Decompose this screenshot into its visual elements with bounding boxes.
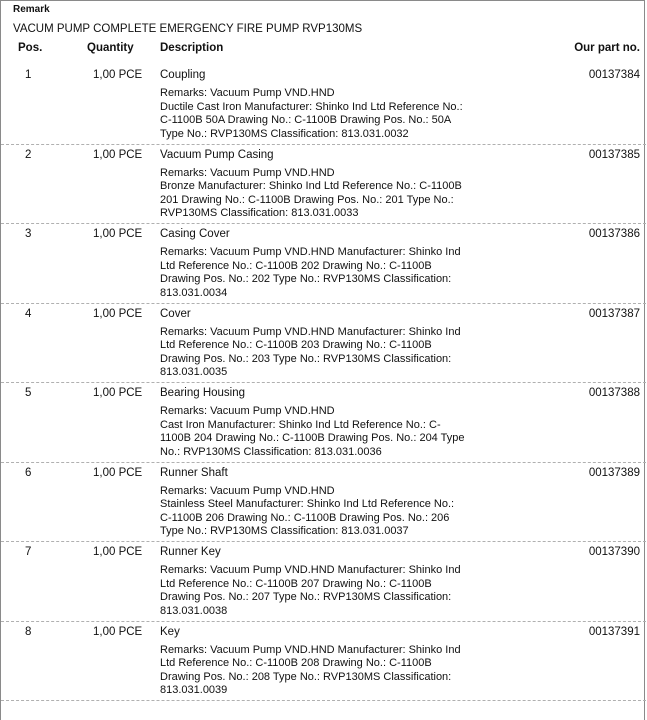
row-title: Bearing Housing xyxy=(160,387,246,399)
row-pos: 7 xyxy=(25,546,32,558)
row-pos: 8 xyxy=(25,625,32,638)
row-title: Key xyxy=(160,625,180,638)
col-quantity: Quantity xyxy=(87,42,134,54)
row-pos: 1 xyxy=(25,69,32,81)
table-row xyxy=(1,304,646,384)
row-detail: Remarks: Vacuum Pump VND.HND Ductile Cast Iron Manufacturer: Shinko Ind Ltd Reference No.: C-1100B 50A Drawing No.: C-1100B Drawing Pos. No.: 50A Type No.: RVP130MS Classification: 813.031.0032 xyxy=(160,87,463,140)
table-row xyxy=(1,542,646,622)
row-title: Cover xyxy=(160,307,191,320)
item-table xyxy=(1,65,646,701)
row-title: Runner Key xyxy=(160,546,221,558)
row-quantity: 1,00 PCE xyxy=(93,228,143,240)
row-part-no: 00137391 xyxy=(588,625,640,638)
row-detail: Remarks: Vacuum Pump VND.HND Cast Iron Manufacturer: Shinko Ind Ltd Reference No.: C- 1100B 204 Drawing No.: C-1100B Drawing Pos. No.: 204 Type No.: RVP130MS Classification: 813.031.0036 xyxy=(160,405,465,458)
row-detail: Remarks: Vacuum Pump VND.HND Manufacturer: Shinko Ind Ltd Reference No.: C-1100B 208 Drawing No.: C-1100B Drawing Pos. No.: 208 Type No.: RVP130MS Classification: 813.031.0039 xyxy=(160,643,461,696)
table-row xyxy=(1,224,646,304)
row-quantity: 1,00 PCE xyxy=(93,387,143,399)
col-description: Description xyxy=(160,42,224,54)
row-part-no: 00137386 xyxy=(588,228,640,240)
row-title: Runner Shaft xyxy=(160,466,228,479)
table-row xyxy=(1,463,646,543)
row-pos: 3 xyxy=(25,228,32,240)
remark-text: VACUM PUMP COMPLETE EMERGENCY FIRE PUMP RVP130MS xyxy=(13,23,363,35)
row-quantity: 1,00 PCE xyxy=(93,69,143,81)
col-pos: Pos. xyxy=(18,42,43,54)
row-detail: Remarks: Vacuum Pump VND.HND Stainless Steel Manufacturer: Shinko Ind Ltd Reference No.: C-1100B 206 Drawing No.: C-1100B Drawing Pos. No.: 206 Type No.: RVP130MS Classification: 813.031.0037 xyxy=(160,484,455,537)
row-quantity: 1,00 PCE xyxy=(93,466,143,479)
table-row xyxy=(1,65,646,145)
remark-label: Remark xyxy=(13,4,50,15)
row-pos: 4 xyxy=(25,307,32,320)
row-title: Vacuum Pump Casing xyxy=(160,148,274,161)
row-pos: 2 xyxy=(25,148,32,161)
row-pos: 5 xyxy=(25,387,32,399)
row-part-no: 00137390 xyxy=(588,546,640,558)
row-part-no: 00137389 xyxy=(588,466,640,479)
row-detail: Remarks: Vacuum Pump VND.HND Manufacturer: Shinko Ind Ltd Reference No.: C-1100B 207 Drawing No.: C-1100B Drawing Pos. No.: 207 Type No.: RVP130MS Classification: 813.031.0038 xyxy=(160,564,461,617)
table-row xyxy=(1,622,646,702)
row-pos: 6 xyxy=(25,466,32,479)
row-detail: Remarks: Vacuum Pump VND.HND Manufacturer: Shinko Ind Ltd Reference No.: C-1100B 203 Drawing No.: C-1100B Drawing Pos. No.: 203 Type No.: RVP130MS Classification: 813.031.0035 xyxy=(160,325,461,378)
row-part-no: 00137384 xyxy=(588,69,640,81)
table-row xyxy=(1,145,646,225)
row-quantity: 1,00 PCE xyxy=(93,148,143,161)
row-quantity: 1,00 PCE xyxy=(93,546,143,558)
row-title: Coupling xyxy=(160,69,206,81)
table-row xyxy=(1,383,646,463)
row-part-no: 00137387 xyxy=(588,307,640,320)
row-detail: Remarks: Vacuum Pump VND.HND Bronze Manufacturer: Shinko Ind Ltd Reference No.: C-1100B 201 Drawing No.: C-1100B Drawing Pos. No.: 201 Type No.: RVP130MS Classification: 813.031.0033 xyxy=(160,166,462,219)
row-title: Casing Cover xyxy=(160,228,230,240)
row-quantity: 1,00 PCE xyxy=(93,307,143,320)
row-part-no: 00137385 xyxy=(588,148,640,161)
col-part-no: Our part no. xyxy=(574,42,640,54)
row-part-no: 00137388 xyxy=(588,387,640,399)
row-quantity: 1,00 PCE xyxy=(93,625,143,638)
row-detail: Remarks: Vacuum Pump VND.HND Manufacturer: Shinko Ind Ltd Reference No.: C-1100B 202 Drawing No.: C-1100B Drawing Pos. No.: 202 Type No.: RVP130MS Classification: 813.031.0034 xyxy=(160,246,461,299)
